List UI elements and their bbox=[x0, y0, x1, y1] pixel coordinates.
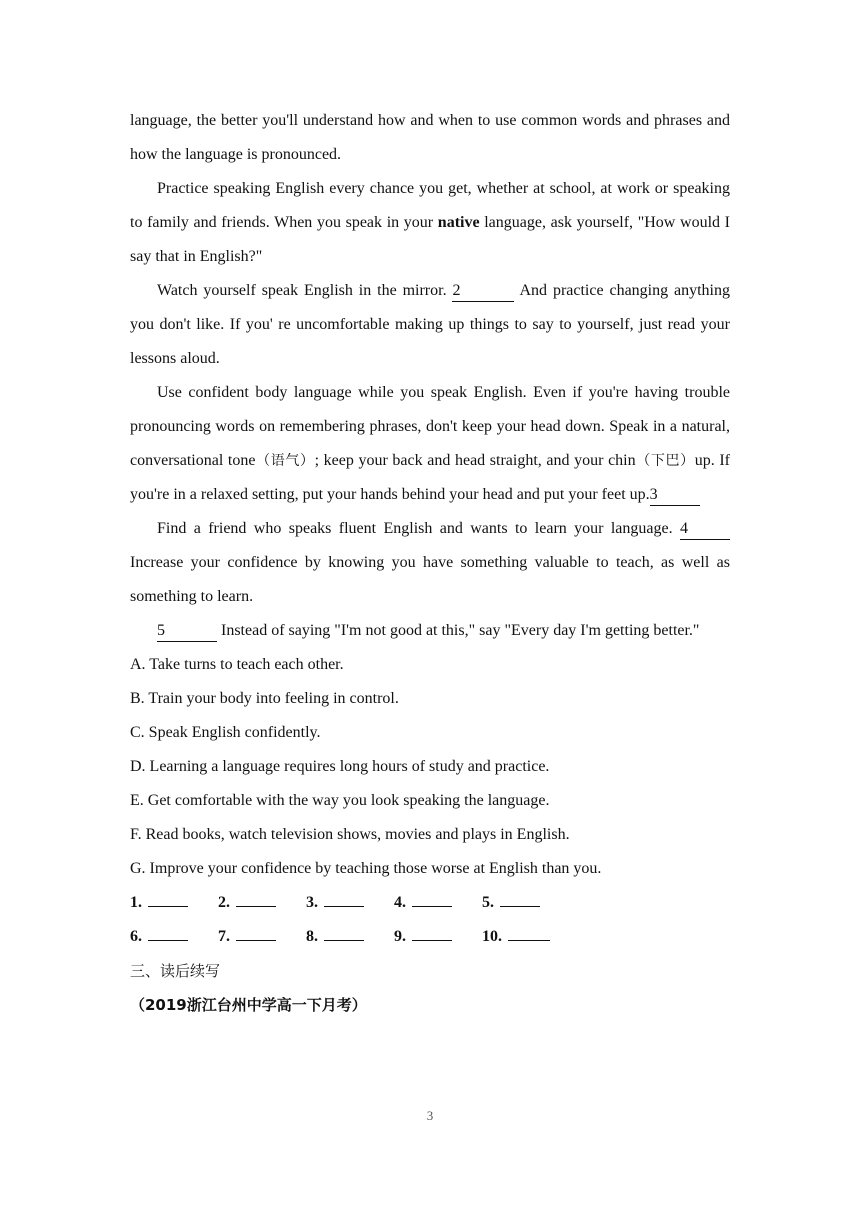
page-number: 3 bbox=[426, 1108, 434, 1123]
paragraph-text: And practice changing anything you don't like. If you' re uncomfortable making up things to say to yourself, just read your lessons aloud. bbox=[130, 282, 731, 367]
answer-line[interactable] bbox=[500, 890, 540, 907]
passage-paragraph-1 bbox=[130, 104, 730, 172]
source-note: （2019浙江台州中学高一下月考） bbox=[130, 996, 367, 1014]
paragraph-text: Increase your confidence by knowing you have something valuable to teach, as well as something to learn. bbox=[130, 554, 730, 605]
blank-2[interactable]: 2 bbox=[452, 281, 514, 302]
answer-slot-7[interactable] bbox=[218, 920, 276, 954]
answer-line[interactable] bbox=[148, 890, 188, 907]
answer-slot-9[interactable] bbox=[394, 920, 452, 954]
answer-number: 9. bbox=[394, 928, 406, 945]
option-a: A. Take turns to teach each other. bbox=[130, 656, 344, 673]
passage-paragraph-2 bbox=[130, 172, 730, 274]
answer-number: 7. bbox=[218, 928, 230, 945]
passage-paragraph-3 bbox=[130, 274, 730, 376]
paragraph-text: Use confident body language while you speak English. Even if you're having trouble pronouncing words on remembering phrases, don't keep your head down. Speak in a natural, conversational tone bbox=[130, 384, 730, 469]
gloss-chin: （下巴） bbox=[635, 453, 695, 469]
answer-number: 2. bbox=[218, 894, 230, 911]
blank-4[interactable]: 4 bbox=[680, 519, 730, 540]
answer-slot-1[interactable] bbox=[130, 886, 188, 920]
option-c: C. Speak English confidently. bbox=[130, 724, 321, 741]
paragraph-text: Instead of saying "I'm not good at this," say "Every day I'm getting better." bbox=[217, 622, 700, 639]
passage-paragraph-5 bbox=[130, 512, 730, 614]
bold-word-native: native bbox=[437, 214, 480, 231]
blank-5[interactable]: 5 bbox=[157, 621, 217, 642]
answer-line[interactable] bbox=[236, 924, 276, 941]
answer-line[interactable] bbox=[148, 924, 188, 941]
blank-3[interactable]: 3 bbox=[650, 485, 700, 506]
answer-line[interactable] bbox=[412, 924, 452, 941]
answer-slot-6[interactable] bbox=[130, 920, 188, 954]
answer-line[interactable] bbox=[236, 890, 276, 907]
answer-slot-8[interactable] bbox=[306, 920, 364, 954]
answer-number: 10. bbox=[482, 928, 502, 945]
answer-line[interactable] bbox=[324, 890, 364, 907]
option-f: F. Read books, watch television shows, movies and plays in English. bbox=[130, 826, 570, 843]
answer-row-1 bbox=[130, 886, 730, 920]
answer-slot-10[interactable] bbox=[482, 920, 550, 954]
answer-number: 4. bbox=[394, 894, 406, 911]
answer-line[interactable] bbox=[508, 924, 550, 941]
paragraph-text: up. If you're in a relaxed setting, put your hands behind your head and put your feet up. bbox=[130, 452, 731, 503]
section-heading: 三、读后续写 bbox=[130, 962, 221, 980]
option-b: B. Train your body into feeling in control. bbox=[130, 690, 399, 707]
paragraph-text: ; keep your back and head straight, and your chin bbox=[314, 452, 636, 469]
gloss-tone: （语气） bbox=[255, 453, 315, 469]
paragraph-text: Practice speaking English every chance you get, whether at school, at work or speaking to family and friends. When you speak in your bbox=[130, 180, 730, 231]
answer-number: 8. bbox=[306, 928, 318, 945]
paragraph-text: language, the better you'll understand how and when to use common words and phrases and how the language is pronounced. bbox=[130, 112, 730, 163]
passage-paragraph-6 bbox=[130, 614, 730, 648]
answer-slot-4[interactable] bbox=[394, 886, 452, 920]
answer-number: 6. bbox=[130, 928, 142, 945]
paragraph-text: Watch yourself speak English in the mirror. bbox=[157, 282, 453, 299]
answer-slot-2[interactable] bbox=[218, 886, 276, 920]
option-e: E. Get comfortable with the way you look speaking the language. bbox=[130, 792, 550, 809]
answer-slot-5[interactable] bbox=[482, 886, 540, 920]
answer-line[interactable] bbox=[324, 924, 364, 941]
paragraph-text: language, ask yourself, "How would I say that in English?" bbox=[130, 214, 731, 265]
page-content bbox=[130, 104, 730, 1022]
answer-number: 3. bbox=[306, 894, 318, 911]
option-d: D. Learning a language requires long hours of study and practice. bbox=[130, 758, 550, 775]
answer-number: 1. bbox=[130, 894, 142, 911]
answer-row-2 bbox=[130, 920, 730, 954]
answer-number: 5. bbox=[482, 894, 494, 911]
option-g: G. Improve your confidence by teaching those worse at English than you. bbox=[130, 860, 602, 877]
answer-slot-3[interactable] bbox=[306, 886, 364, 920]
answer-line[interactable] bbox=[412, 890, 452, 907]
passage-paragraph-4 bbox=[130, 376, 730, 512]
paragraph-text: Find a friend who speaks fluent English and wants to learn your language. bbox=[157, 520, 680, 537]
